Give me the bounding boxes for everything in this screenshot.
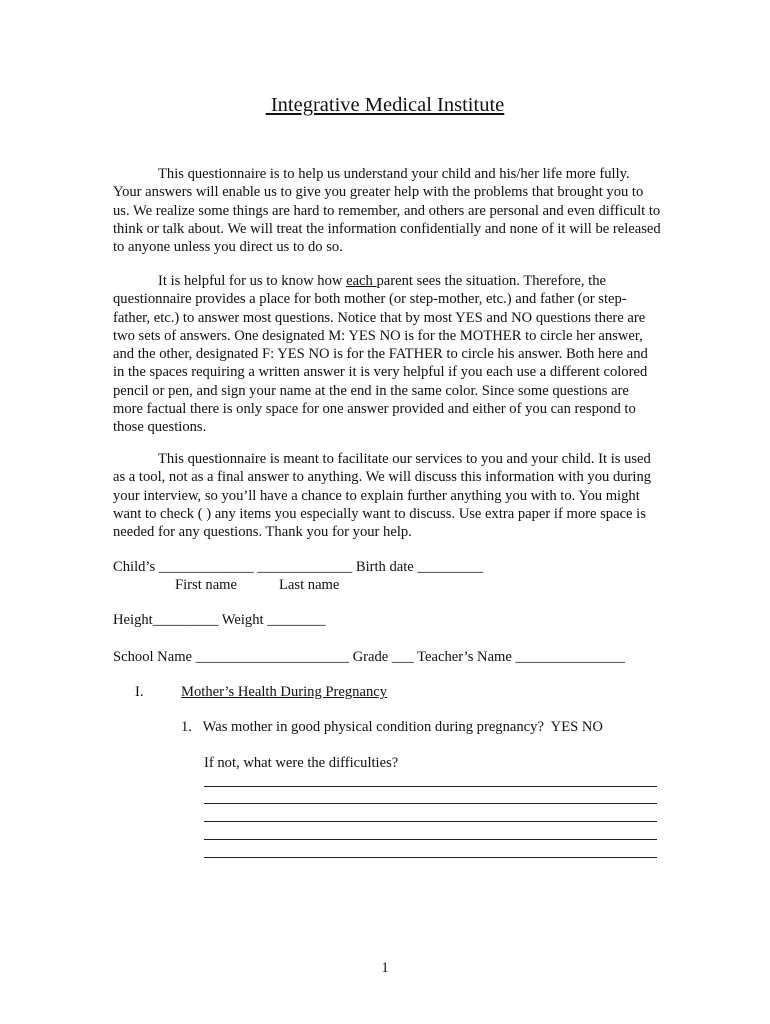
first-name-label: First name (175, 577, 238, 593)
answer-line[interactable] (204, 786, 657, 787)
intro-paragraph: This questionnaire is to help us understand your child and his/her life more fully. Your answers will enable us to give you greater help with the problems that brought you to us. We realize some things are hard to remember, and others are personal and even difficult to think or talk about. We will treat the information confidentially and none of it will be released to anyone unless you direct us to do so. (113, 166, 661, 256)
instructions-text-before: It is helpful for us to know how (158, 273, 347, 289)
instructions-paragraph (113, 272, 661, 437)
instructions-text-after: parent sees the situation. Therefore, the questionnaire provides a place for both mother (or step-mother, etc.) and father (or step-father, etc.) to answer most questions. Notice that by most YES and NO questions there are two sets of answers. One designated M: YES NO is for the MOTHER to circle her answer, and the other, designated F: YES NO is for the FATHER to circle his answer. Both here and in the spaces requiring a written answer it is very helpful if you each use a different colored pencil or pen, and sign your name at the end in the same color. Since some questions are more factual there is only space for one answer provided and either of you can respond to those questions. (113, 273, 648, 436)
question-1: 1. Was mother in good physical condition during pregnancy? YES NO (181, 719, 603, 735)
child-name-birthdate-field[interactable]: Child’s _____________ _____________ Birth date _________ (113, 559, 484, 575)
last-name-label: Last name (279, 577, 340, 593)
school-grade-teacher-field[interactable]: School Name _____________________ Grade ___ Teacher’s Name _______________ (113, 649, 625, 665)
answer-line[interactable] (204, 803, 657, 804)
page-number: 1 (381, 960, 389, 976)
instructions-emphasis-each: each (346, 273, 377, 289)
answer-line[interactable] (204, 839, 657, 840)
document-title: Integrative Medical Institute (265, 94, 505, 116)
question-1-followup: If not, what were the difficulties? (204, 755, 399, 771)
height-weight-field[interactable]: Height_________ Weight ________ (113, 612, 326, 628)
section-number: I. (135, 684, 144, 700)
answer-line[interactable] (204, 821, 657, 822)
purpose-paragraph: This questionnaire is meant to facilitate our services to you and your child. It is used as a tool, not as a final answer to anything. We will discuss this information with you during your interview, so you’ll have a chance to explain further anything you with to. You might want to check ( ) any items you especially want to discuss. Use extra paper if more space is needed for any questions. Thank you for your help. (113, 451, 652, 541)
answer-line[interactable] (204, 857, 657, 858)
section-heading: Mother’s Health During Pregnancy (181, 684, 388, 700)
